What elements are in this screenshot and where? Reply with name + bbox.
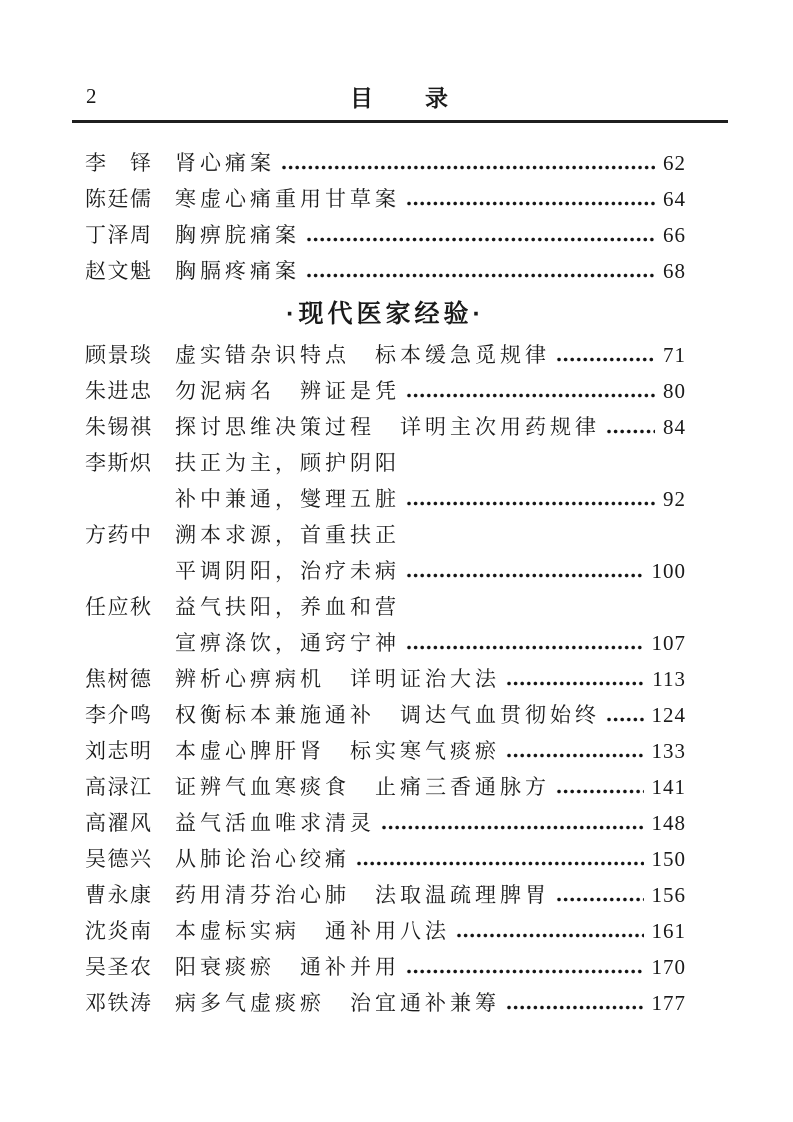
toc-title: 虚实错杂识特点 标本缓急觅规律 <box>175 342 550 367</box>
toc-author: 赵文魁 <box>85 258 153 283</box>
dotted-leader <box>556 896 644 903</box>
toc-title: 从肺论治心绞痛 <box>175 846 350 871</box>
toc-title: 益气扶阳，养血和营 <box>175 594 400 619</box>
toc-author: 朱进忠 <box>85 378 153 403</box>
toc-title: 益气活血唯求清灵 <box>175 810 375 835</box>
header-rule <box>72 120 728 123</box>
toc-title: 药用清芬治心肺 法取温疏理脾胃 <box>175 882 550 907</box>
toc-row <box>85 876 686 912</box>
dotted-leader <box>406 200 655 207</box>
dotted-leader <box>306 272 655 279</box>
toc-title: 权衡标本兼施通补 调达气血贯彻始终 <box>175 702 600 727</box>
toc-title: 证辨气血寒痰食 止痛三香通脉方 <box>175 774 550 799</box>
toc-title: 溯本求源，首重扶正 <box>175 522 400 547</box>
dotted-leader <box>406 968 644 975</box>
toc-title: 本虚标实病 通补用八法 <box>175 918 450 943</box>
toc-page-number: 124 <box>651 702 686 727</box>
toc-title: 平调阴阳，治疗未病 <box>175 558 400 583</box>
toc-row <box>85 768 686 804</box>
toc-page-number: 156 <box>651 882 686 907</box>
toc-author: 顾景琰 <box>85 342 153 367</box>
toc-page-number: 107 <box>651 630 686 655</box>
toc-row <box>85 336 686 372</box>
toc-row <box>85 408 686 444</box>
toc-page-number: 150 <box>651 846 686 871</box>
toc-author: 朱锡祺 <box>85 414 153 439</box>
toc-page-number: 113 <box>652 666 686 691</box>
toc-title: 寒虚心痛重用甘草案 <box>175 186 400 211</box>
dotted-leader <box>356 860 644 867</box>
toc-page-number: 84 <box>663 414 686 439</box>
toc-title: 胸膈疼痛案 <box>175 258 300 283</box>
toc-author: 李介鸣 <box>85 702 153 727</box>
toc-title: 阳衰痰瘀 通补并用 <box>175 954 400 979</box>
toc-row <box>85 696 686 732</box>
toc-row <box>85 372 686 408</box>
toc-row <box>85 252 686 288</box>
toc-page-number: 170 <box>651 954 686 979</box>
toc-title: 探讨思维决策过程 详明主次用药规律 <box>175 414 600 439</box>
toc-row <box>85 588 686 624</box>
dotted-leader <box>506 680 644 687</box>
toc-author: 邓铁涛 <box>85 990 153 1015</box>
toc-title: 病多气虚痰瘀 治宜通补兼筹 <box>175 990 500 1015</box>
toc-header-title: 目 录 <box>350 86 450 111</box>
toc-list <box>85 144 686 1020</box>
toc-author: 方药中 <box>85 522 153 547</box>
toc-author: 李斯炽 <box>85 450 153 475</box>
toc-row <box>85 180 686 216</box>
toc-title: 胸痹脘痛案 <box>175 222 300 247</box>
toc-row <box>85 912 686 948</box>
toc-author: 焦树德 <box>85 666 153 691</box>
toc-author: 吴圣农 <box>85 954 153 979</box>
toc-row <box>85 480 686 516</box>
toc-page-number: 71 <box>663 342 686 367</box>
toc-row <box>85 216 686 252</box>
toc-page-number: 100 <box>651 558 686 583</box>
toc-author: 刘志明 <box>85 738 153 763</box>
toc-row <box>85 144 686 180</box>
toc-page-number: 133 <box>651 738 686 763</box>
toc-page-number: 64 <box>663 186 686 211</box>
toc-author: 李 铎 <box>85 150 153 175</box>
dotted-leader <box>406 572 644 579</box>
toc-author: 陈廷儒 <box>85 186 153 211</box>
dotted-leader <box>281 164 655 171</box>
dotted-leader <box>606 428 655 435</box>
toc-page-number: 92 <box>663 486 686 511</box>
toc-page-number: 62 <box>663 150 686 175</box>
dotted-leader <box>506 1004 644 1011</box>
toc-page-number: 148 <box>651 810 686 835</box>
dotted-leader <box>506 752 644 759</box>
toc-page-number: 141 <box>651 774 686 799</box>
dotted-leader <box>556 788 644 795</box>
toc-author: 高渌江 <box>85 774 153 799</box>
dotted-leader <box>456 932 644 939</box>
toc-author: 曹永康 <box>85 882 153 907</box>
toc-title: 肾心痛案 <box>175 150 275 175</box>
toc-page-number: 80 <box>663 378 686 403</box>
toc-author: 任应秋 <box>85 594 153 619</box>
toc-row <box>85 840 686 876</box>
toc-row <box>85 804 686 840</box>
toc-page-number: 68 <box>663 258 686 283</box>
toc-title: 补中兼通，燮理五脏 <box>175 486 400 511</box>
toc-row <box>85 732 686 768</box>
dotted-leader <box>406 500 655 507</box>
toc-title: 扶正为主，顾护阴阳 <box>175 450 400 475</box>
toc-author: 高濯风 <box>85 810 153 835</box>
toc-row <box>85 948 686 984</box>
dotted-leader <box>606 716 644 723</box>
toc-row <box>85 624 686 660</box>
toc-row <box>85 984 686 1020</box>
toc-row <box>85 552 686 588</box>
toc-page-number: 177 <box>651 990 686 1015</box>
toc-page-number: 66 <box>663 222 686 247</box>
dotted-leader <box>406 644 644 651</box>
toc-author: 吴德兴 <box>85 846 153 871</box>
toc-author: 丁泽周 <box>85 222 153 247</box>
toc-page-number: 161 <box>651 918 686 943</box>
toc-title: 辨析心痹病机 详明证治大法 <box>175 666 500 691</box>
toc-title: 勿泥病名 辨证是凭 <box>175 378 400 403</box>
section-heading: ·现代医家经验· <box>286 300 485 328</box>
toc-title: 宣痹涤饮，通窍宁神 <box>175 630 400 655</box>
dotted-leader <box>306 236 655 243</box>
dotted-leader <box>381 824 644 831</box>
toc-row <box>85 444 686 480</box>
toc-row <box>85 660 686 696</box>
dotted-leader <box>556 356 655 363</box>
toc-title: 本虚心脾肝肾 标实寒气痰瘀 <box>175 738 500 763</box>
dotted-leader <box>406 392 655 399</box>
toc-author: 沈炎南 <box>85 918 153 943</box>
toc-row <box>85 516 686 552</box>
page-number: 2 <box>86 84 97 108</box>
